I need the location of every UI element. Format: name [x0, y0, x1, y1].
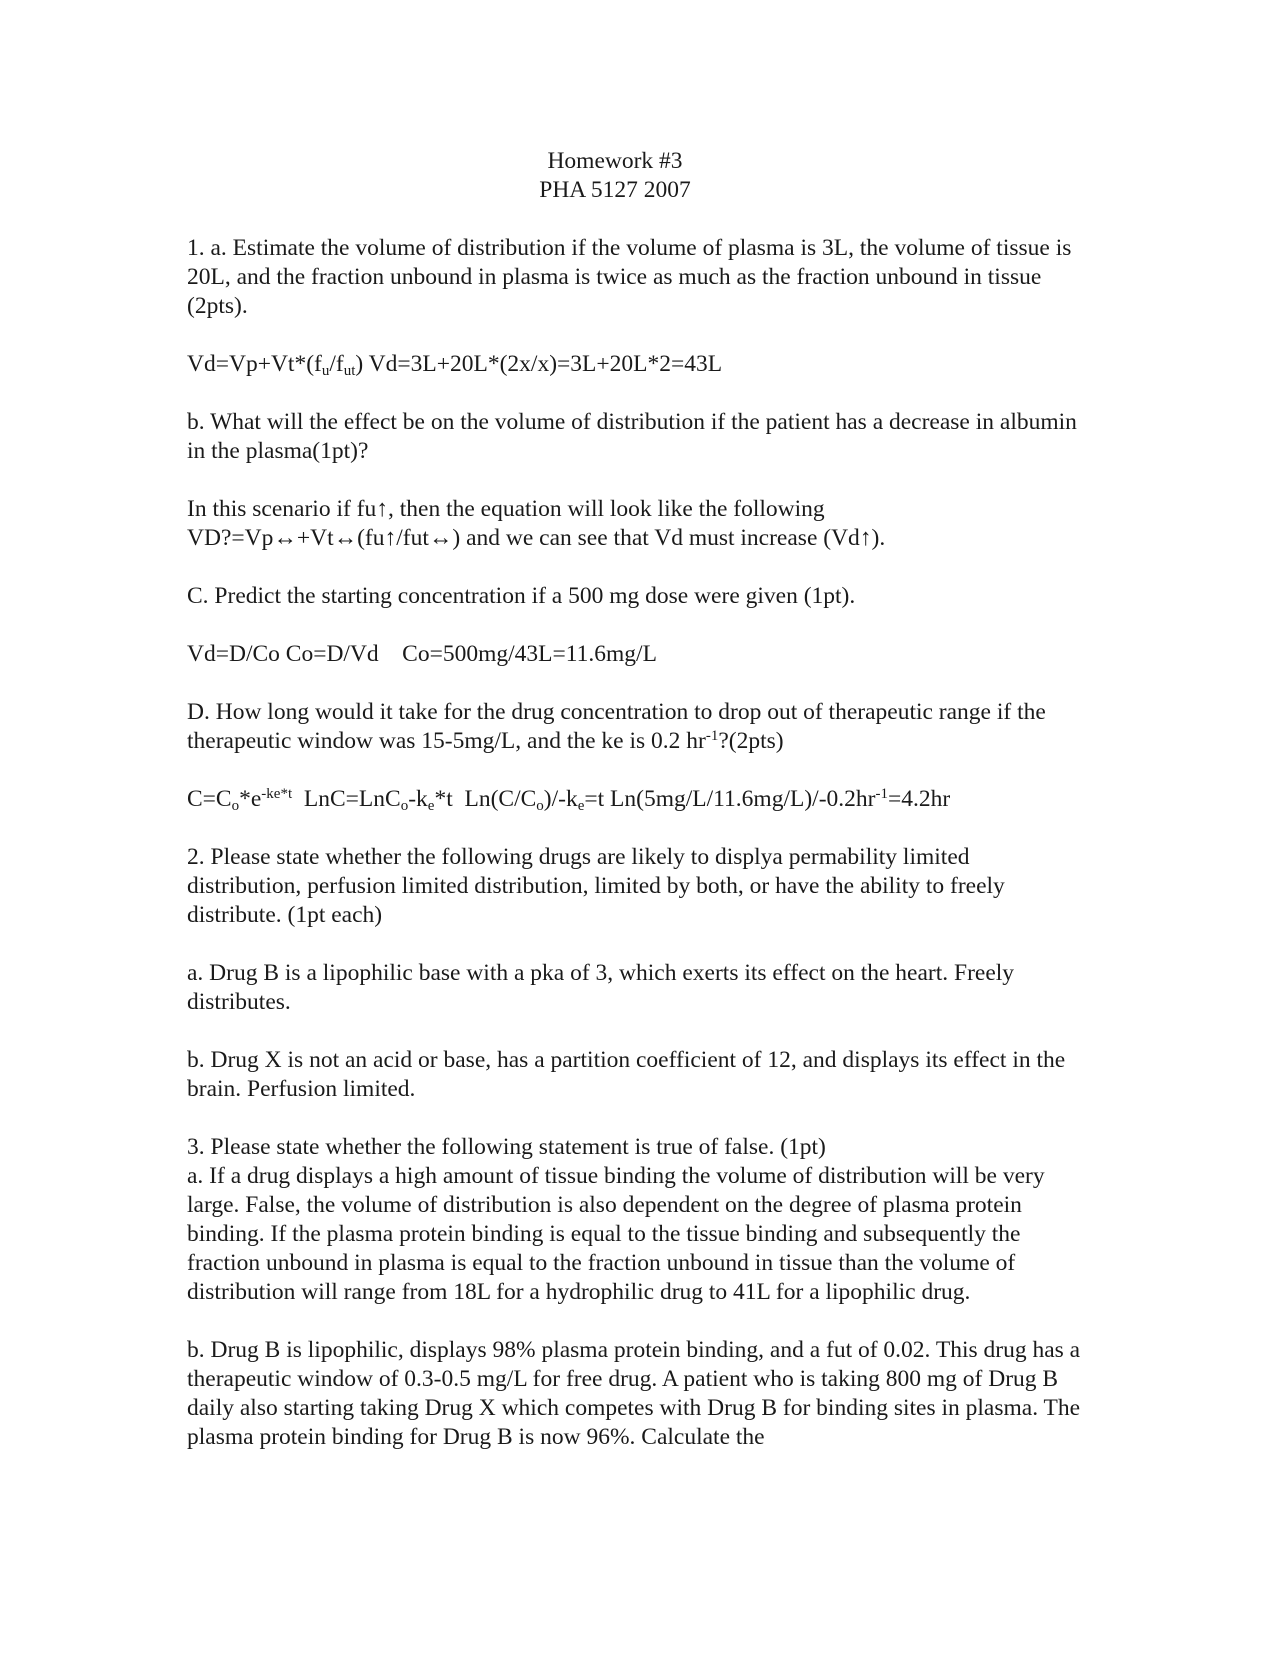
question-3b: b. Drug B is lipophilic, displays 98% plasma protein binding, and a fut of 0.02. This drug has a therapeutic window of 0.3-0.5 mg/L for free drug. A patient who is taking 800 mg of Drug B daily also starting taking Drug X which competes with Drug B for binding sites in plasma. The plasma protein binding for Drug B is now 96%. Calculate the: [187, 1337, 1081, 1450]
question-3a: a. If a drug displays a high amount of tissue binding the volume of distribution will be very large. False, the volume of distribution is also dependent on the degree of plasma protein binding. If the plasma protein binding is equal to the tissue binding and subsequently the fraction unbound in plasma is equal to the fraction unbound in tissue than the volume of distribution will range from 18L for a hydrophilic drug to 41L for a lipophilic drug.: [187, 1163, 1045, 1305]
question-1b: b. What will the effect be on the volume of distribution if the patient has a decrease in albumin in the plasma(1pt)?: [187, 409, 1077, 464]
question-1d: D. How long would it take for the drug concentration to drop out of therapeutic range if the therapeutic window was 15-5mg/L, and the ke is 0.2 $hr^{-1}?(2pts)$: [187, 699, 1046, 754]
answer-1b-line1: In this scenario if fu↑, then the equation will look like the following: [187, 496, 825, 522]
answer-1a: $Vd=Vp+Vt*(f_u/f_{ut})$ Vd=3L+20L*(2x/x)=3L+20L*2=43L: [187, 351, 723, 379]
question-2b: b. Drug X is not an acid or base, has a partition coefficient of 12, and displays its effect in the brain. Perfusion limited.: [187, 1047, 1066, 1102]
question-2: 2. Please state whether the following drugs are likely to displya permability limited distribution, perfusion limited distribution, limited by both, or have the ability to freely distribute. (1pt each): [187, 844, 1005, 928]
question-2a: a. Drug B is a lipophilic base with a pka of 3, which exerts its effect on the heart. Freely distributes.: [187, 960, 1015, 1015]
question-3: 3. Please state whether the following statement is true of false. (1pt): [187, 1134, 826, 1160]
answer-1d: $C=C_o*e^{-ke*t}$ $LnC=LnC_o-k_e*t$ $Ln(C/C_o)/-k_e=t$ $Ln(5mg/L/11.6mg/L)/-0.2hr^{-1}=4.2hr$: [187, 785, 951, 814]
answer-1b-line2: VD?=Vp↔+Vt↔(fu↑/fut↔) and we can see that Vd must increase (Vd↑).: [187, 525, 886, 551]
question-1c: C. Predict the starting concentration if a 500 mg dose were given (1pt).: [187, 583, 856, 609]
answer-1c: Vd=D/Co Co=D/Vd Co=500mg/43L=11.6mg/L: [187, 641, 657, 667]
document-title: Homework #3: [547, 148, 683, 174]
course-code: PHA 5127 2007: [539, 177, 691, 203]
document-page: [187, 147, 1087, 1452]
question-1a: 1. a. Estimate the volume of distribution if the volume of plasma is 3L, the volume of tissue is 20L, and the fraction unbound in plasma is twice as much as the fraction unbound in tissue (2pts).: [187, 235, 1072, 319]
